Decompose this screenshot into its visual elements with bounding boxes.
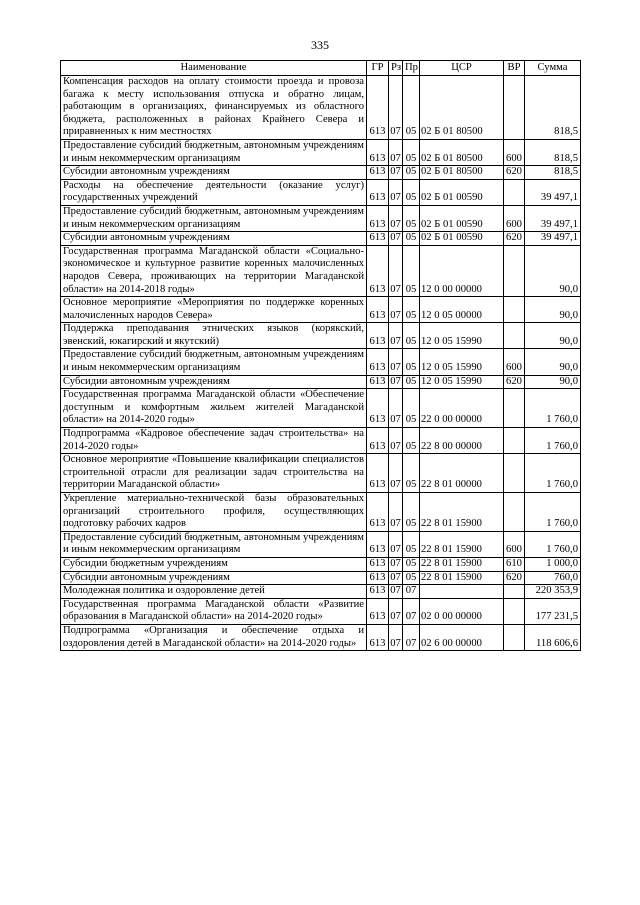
row-name-cell: Субсидии автономным учреждениям bbox=[61, 571, 367, 585]
table-row bbox=[61, 166, 581, 180]
header-row bbox=[61, 61, 581, 76]
row-vr-cell bbox=[504, 598, 525, 624]
row-name-cell: Подпрограмма «Организация и обеспечение отдыха и оздоровления детей в Магаданской области» на 2014-2020 годы» bbox=[61, 624, 367, 650]
table-row bbox=[61, 76, 581, 140]
row-csr-cell: 12 0 00 00000 bbox=[420, 245, 504, 296]
row-gr-cell: 613 bbox=[367, 493, 389, 532]
row-rz-cell: 07 bbox=[389, 139, 403, 165]
table-row bbox=[61, 232, 581, 246]
row-vr-cell: 600 bbox=[504, 139, 525, 165]
row-csr-cell: 22 8 01 15900 bbox=[420, 557, 504, 571]
row-name-cell: Молодежная политика и оздоровление детей bbox=[61, 585, 367, 599]
header-gr: ГР bbox=[367, 61, 389, 76]
row-sum-cell: 818,5 bbox=[525, 76, 581, 140]
table-row bbox=[61, 297, 581, 323]
row-sum-cell: 818,5 bbox=[525, 166, 581, 180]
row-rz-cell: 07 bbox=[389, 205, 403, 231]
row-csr-cell: 22 8 01 00000 bbox=[420, 454, 504, 493]
header-csr: ЦСР bbox=[420, 61, 504, 76]
row-gr-cell: 613 bbox=[367, 624, 389, 650]
row-name-cell: Основное мероприятие «Мероприятия по поддержке коренных малочисленных народов Севера» bbox=[61, 297, 367, 323]
row-pr-cell: 05 bbox=[403, 531, 420, 557]
table-row bbox=[61, 389, 581, 428]
table-row bbox=[61, 624, 581, 650]
table-row bbox=[61, 428, 581, 454]
row-rz-cell: 07 bbox=[389, 375, 403, 389]
table-row bbox=[61, 375, 581, 389]
row-csr-cell: 12 0 05 15990 bbox=[420, 375, 504, 389]
row-sum-cell: 1 000,0 bbox=[525, 557, 581, 571]
row-csr-cell: 02 Б 01 00590 bbox=[420, 232, 504, 246]
row-vr-cell bbox=[504, 297, 525, 323]
row-csr-cell: 02 0 00 00000 bbox=[420, 598, 504, 624]
row-gr-cell: 613 bbox=[367, 349, 389, 375]
row-gr-cell: 613 bbox=[367, 139, 389, 165]
row-name-cell: Компенсация расходов на оплату стоимости проезда и провоза багажа к месту использования отпуска и обратно лицам, работающим в организациях, финансируемых из областного бюджета, расположенных в районах Крайнего Севера и приравненных к ним местностях bbox=[61, 76, 367, 140]
row-sum-cell: 220 353,9 bbox=[525, 585, 581, 599]
row-gr-cell: 613 bbox=[367, 531, 389, 557]
row-gr-cell: 613 bbox=[367, 375, 389, 389]
table-row bbox=[61, 245, 581, 296]
row-sum-cell: 760,0 bbox=[525, 571, 581, 585]
row-sum-cell: 39 497,1 bbox=[525, 232, 581, 246]
row-name-cell: Субсидии автономным учреждениям bbox=[61, 375, 367, 389]
row-pr-cell: 05 bbox=[403, 205, 420, 231]
row-csr-cell: 12 0 05 15990 bbox=[420, 349, 504, 375]
row-rz-cell: 07 bbox=[389, 76, 403, 140]
row-csr-cell: 02 6 00 00000 bbox=[420, 624, 504, 650]
row-gr-cell: 613 bbox=[367, 571, 389, 585]
row-vr-cell bbox=[504, 585, 525, 599]
table-row bbox=[61, 571, 581, 585]
row-csr-cell bbox=[420, 585, 504, 599]
row-vr-cell bbox=[504, 76, 525, 140]
row-sum-cell: 118 606,6 bbox=[525, 624, 581, 650]
row-pr-cell: 05 bbox=[403, 245, 420, 296]
row-csr-cell: 22 8 01 15900 bbox=[420, 493, 504, 532]
row-gr-cell: 613 bbox=[367, 232, 389, 246]
row-pr-cell: 05 bbox=[403, 323, 420, 349]
table-row bbox=[61, 179, 581, 205]
row-sum-cell: 90,0 bbox=[525, 297, 581, 323]
row-name-cell: Предоставление субсидий бюджетным, автономным учреждениям и иным некоммерческим организациям bbox=[61, 139, 367, 165]
row-gr-cell: 613 bbox=[367, 297, 389, 323]
table-row bbox=[61, 557, 581, 571]
row-name-cell: Укрепление материально-технической базы образовательных организаций строительного профиля, осуществляющих подготовку рабочих кадров bbox=[61, 493, 367, 532]
row-gr-cell: 613 bbox=[367, 428, 389, 454]
table-row bbox=[61, 139, 581, 165]
row-sum-cell: 90,0 bbox=[525, 375, 581, 389]
row-gr-cell: 613 bbox=[367, 205, 389, 231]
row-name-cell: Предоставление субсидий бюджетным, автономным учреждениям и иным некоммерческим организациям bbox=[61, 531, 367, 557]
row-vr-cell: 620 bbox=[504, 232, 525, 246]
row-name-cell: Государственная программа Магаданской области «Развитие образования в Магаданской области» на 2014-2020 годы» bbox=[61, 598, 367, 624]
row-name-cell: Субсидии автономным учреждениям bbox=[61, 232, 367, 246]
header-name: Наименование bbox=[61, 61, 367, 76]
table-row bbox=[61, 531, 581, 557]
table-header bbox=[61, 61, 581, 76]
header-rz: Рз bbox=[389, 61, 403, 76]
row-csr-cell: 02 Б 01 00590 bbox=[420, 179, 504, 205]
table-body bbox=[61, 76, 581, 651]
row-sum-cell: 39 497,1 bbox=[525, 179, 581, 205]
row-sum-cell: 1 760,0 bbox=[525, 531, 581, 557]
table-row bbox=[61, 323, 581, 349]
row-sum-cell: 1 760,0 bbox=[525, 454, 581, 493]
row-rz-cell: 07 bbox=[389, 389, 403, 428]
row-pr-cell: 05 bbox=[403, 297, 420, 323]
row-name-cell: Поддержка преподавания этнических языков (корякский, эвенский, юкагирский и якутский) bbox=[61, 323, 367, 349]
row-vr-cell: 600 bbox=[504, 205, 525, 231]
row-rz-cell: 07 bbox=[389, 557, 403, 571]
row-gr-cell: 613 bbox=[367, 323, 389, 349]
row-name-cell: Расходы на обеспечение деятельности (оказание услуг) государственных учреждений bbox=[61, 179, 367, 205]
row-vr-cell: 620 bbox=[504, 571, 525, 585]
row-rz-cell: 07 bbox=[389, 245, 403, 296]
row-vr-cell: 620 bbox=[504, 166, 525, 180]
row-csr-cell: 02 Б 01 00590 bbox=[420, 205, 504, 231]
header-vr: ВР bbox=[504, 61, 525, 76]
row-pr-cell: 05 bbox=[403, 349, 420, 375]
row-rz-cell: 07 bbox=[389, 232, 403, 246]
row-csr-cell: 12 0 05 00000 bbox=[420, 297, 504, 323]
row-pr-cell: 05 bbox=[403, 139, 420, 165]
row-vr-cell: 610 bbox=[504, 557, 525, 571]
row-name-cell: Государственная программа Магаданской области «Обеспечение доступным и комфортным жильем жителей Магаданской области» на 2014-2020 годы» bbox=[61, 389, 367, 428]
row-pr-cell: 05 bbox=[403, 76, 420, 140]
row-sum-cell: 90,0 bbox=[525, 349, 581, 375]
row-csr-cell: 22 8 01 15900 bbox=[420, 531, 504, 557]
table-row bbox=[61, 493, 581, 532]
row-pr-cell: 07 bbox=[403, 598, 420, 624]
budget-table bbox=[60, 60, 581, 651]
row-pr-cell: 05 bbox=[403, 232, 420, 246]
row-gr-cell: 613 bbox=[367, 598, 389, 624]
row-vr-cell: 620 bbox=[504, 375, 525, 389]
row-gr-cell: 613 bbox=[367, 76, 389, 140]
row-gr-cell: 613 bbox=[367, 454, 389, 493]
row-gr-cell: 613 bbox=[367, 245, 389, 296]
row-csr-cell: 22 0 00 00000 bbox=[420, 389, 504, 428]
row-rz-cell: 07 bbox=[389, 531, 403, 557]
table-row bbox=[61, 205, 581, 231]
row-gr-cell: 613 bbox=[367, 389, 389, 428]
table-row bbox=[61, 349, 581, 375]
row-rz-cell: 07 bbox=[389, 297, 403, 323]
row-pr-cell: 05 bbox=[403, 179, 420, 205]
row-pr-cell: 05 bbox=[403, 557, 420, 571]
row-pr-cell: 07 bbox=[403, 624, 420, 650]
row-vr-cell bbox=[504, 389, 525, 428]
header-pr: Пр bbox=[403, 61, 420, 76]
row-vr-cell bbox=[504, 323, 525, 349]
row-name-cell: Основное мероприятие «Повышение квалификации специалистов строительной отрасли для реализации задач строительства на территории Магаданской области» bbox=[61, 454, 367, 493]
row-vr-cell bbox=[504, 454, 525, 493]
row-pr-cell: 05 bbox=[403, 389, 420, 428]
row-sum-cell: 1 760,0 bbox=[525, 493, 581, 532]
row-name-cell: Предоставление субсидий бюджетным, автономным учреждениям и иным некоммерческим организациям bbox=[61, 205, 367, 231]
row-sum-cell: 818,5 bbox=[525, 139, 581, 165]
row-name-cell: Субсидии бюджетным учреждениям bbox=[61, 557, 367, 571]
row-pr-cell: 05 bbox=[403, 454, 420, 493]
row-gr-cell: 613 bbox=[367, 179, 389, 205]
row-sum-cell: 90,0 bbox=[525, 245, 581, 296]
row-vr-cell: 600 bbox=[504, 349, 525, 375]
row-rz-cell: 07 bbox=[389, 179, 403, 205]
row-name-cell: Предоставление субсидий бюджетным, автономным учреждениям и иным некоммерческим организациям bbox=[61, 349, 367, 375]
row-vr-cell bbox=[504, 245, 525, 296]
row-csr-cell: 22 8 00 00000 bbox=[420, 428, 504, 454]
row-sum-cell: 1 760,0 bbox=[525, 389, 581, 428]
row-pr-cell: 05 bbox=[403, 375, 420, 389]
row-vr-cell bbox=[504, 493, 525, 532]
row-name-cell: Субсидии автономным учреждениям bbox=[61, 166, 367, 180]
row-gr-cell: 613 bbox=[367, 557, 389, 571]
row-rz-cell: 07 bbox=[389, 349, 403, 375]
row-sum-cell: 90,0 bbox=[525, 323, 581, 349]
row-rz-cell: 07 bbox=[389, 493, 403, 532]
header-sum: Сумма bbox=[525, 61, 581, 76]
row-gr-cell: 613 bbox=[367, 166, 389, 180]
row-rz-cell: 07 bbox=[389, 166, 403, 180]
row-rz-cell: 07 bbox=[389, 585, 403, 599]
row-rz-cell: 07 bbox=[389, 624, 403, 650]
row-name-cell: Государственная программа Магаданской области «Социально-экономическое и культурное развитие коренных малочисленных народов Севера, проживающих на территории Магаданской области» на 2014-2018 годы» bbox=[61, 245, 367, 296]
row-vr-cell bbox=[504, 624, 525, 650]
row-pr-cell: 05 bbox=[403, 428, 420, 454]
table-row bbox=[61, 585, 581, 599]
row-csr-cell: 12 0 05 15990 bbox=[420, 323, 504, 349]
row-rz-cell: 07 bbox=[389, 598, 403, 624]
row-pr-cell: 05 bbox=[403, 166, 420, 180]
row-vr-cell bbox=[504, 428, 525, 454]
row-rz-cell: 07 bbox=[389, 428, 403, 454]
row-vr-cell: 600 bbox=[504, 531, 525, 557]
row-pr-cell: 05 bbox=[403, 493, 420, 532]
row-csr-cell: 02 Б 01 80500 bbox=[420, 76, 504, 140]
row-csr-cell: 02 Б 01 80500 bbox=[420, 139, 504, 165]
row-name-cell: Подпрограмма «Кадровое обеспечение задач строительства» на 2014-2020 годы» bbox=[61, 428, 367, 454]
row-csr-cell: 02 Б 01 80500 bbox=[420, 166, 504, 180]
row-rz-cell: 07 bbox=[389, 323, 403, 349]
row-rz-cell: 07 bbox=[389, 454, 403, 493]
row-pr-cell: 05 bbox=[403, 571, 420, 585]
row-rz-cell: 07 bbox=[389, 571, 403, 585]
row-gr-cell: 613 bbox=[367, 585, 389, 599]
row-csr-cell: 22 8 01 15900 bbox=[420, 571, 504, 585]
row-sum-cell: 1 760,0 bbox=[525, 428, 581, 454]
table-row bbox=[61, 598, 581, 624]
row-sum-cell: 177 231,5 bbox=[525, 598, 581, 624]
row-pr-cell: 07 bbox=[403, 585, 420, 599]
table-row bbox=[61, 454, 581, 493]
row-vr-cell bbox=[504, 179, 525, 205]
row-sum-cell: 39 497,1 bbox=[525, 205, 581, 231]
page-number: 335 bbox=[311, 38, 329, 52]
